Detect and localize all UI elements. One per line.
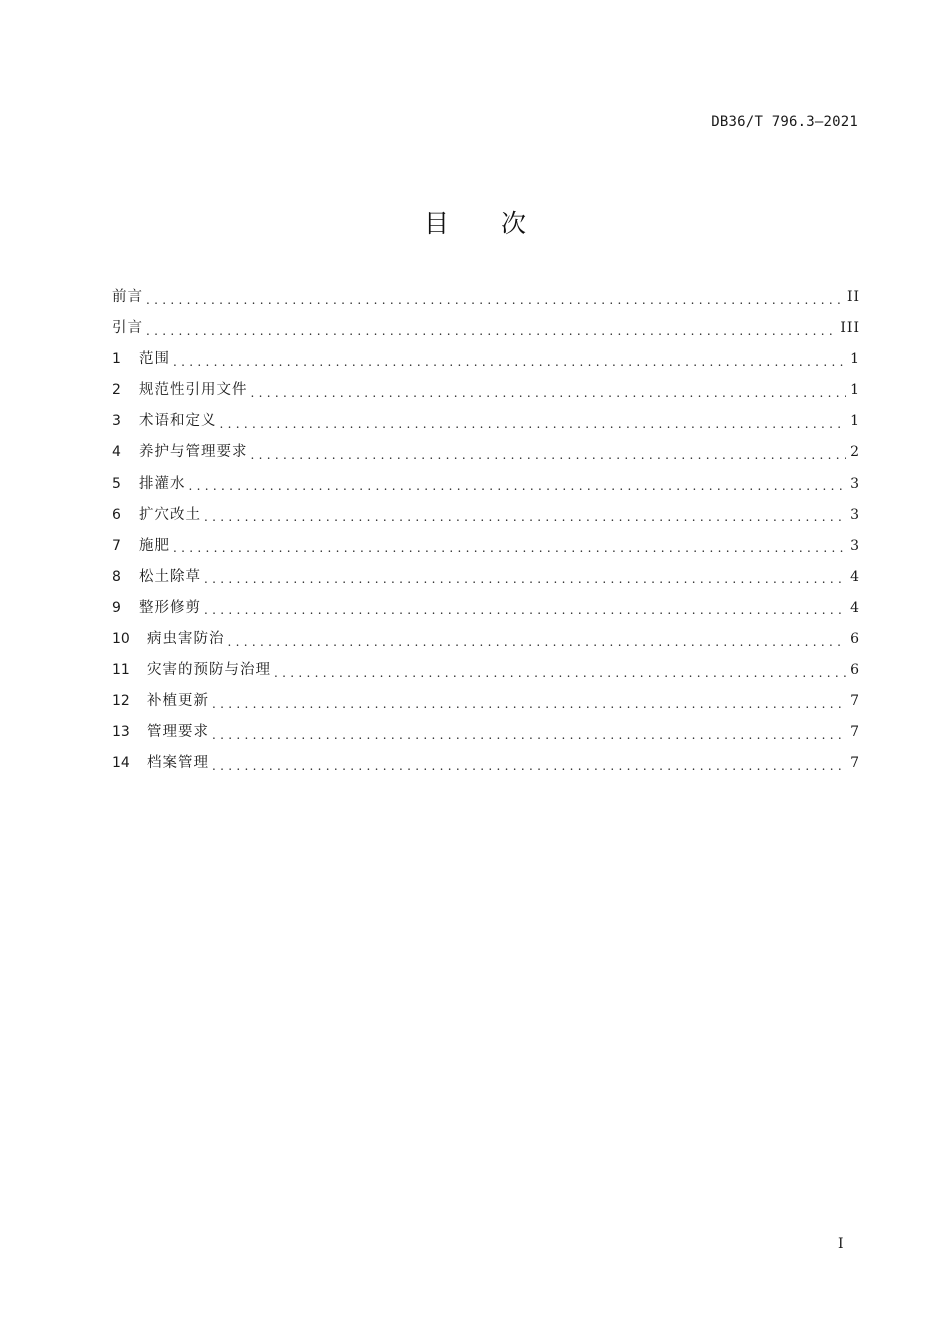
toc-entry[interactable] [112,502,860,533]
toc-entry[interactable] [112,408,860,439]
dot-leader [274,668,846,682]
toc-entry-page: 2 [850,444,860,461]
toc-entry[interactable] [112,346,860,377]
toc-entry-label: 排灌水 [139,475,186,492]
toc-entry-number: 9 [112,599,121,616]
dot-leader [251,388,847,402]
toc-entry-number: 11 [112,662,130,679]
page-number: I [838,1236,844,1252]
dot-leader [204,605,846,619]
toc-entry-page: 3 [850,537,860,554]
toc-entry-page: 4 [850,599,860,616]
toc-entry-page: 7 [850,693,860,710]
toc-entry-page: 4 [850,568,860,585]
toc-entry[interactable] [112,688,860,719]
toc-entry[interactable] [112,533,860,564]
dot-leader [204,512,846,526]
toc-entry-number: 1 [112,351,121,368]
toc-entry-label: 档案管理 [147,755,209,772]
toc-entry[interactable] [112,439,860,470]
document-code: DB36/T 796.3—2021 [711,114,858,130]
toc-entry-page: 1 [850,351,860,368]
toc-entry-page: 7 [850,755,860,772]
page-title: 目次 [423,209,578,238]
toc-entry-page: 6 [850,631,860,648]
dot-leader [146,326,836,340]
toc-entry-page: 7 [850,724,860,741]
toc-entry-label: 管理要求 [147,724,209,741]
toc-entry-number: 14 [112,755,130,772]
dot-leader [212,761,846,775]
toc-entry-number: 8 [112,568,121,585]
toc-entry-page: II [846,289,860,305]
toc-entry-label: 引言 [112,320,143,337]
toc-entry-page: 1 [850,413,860,430]
toc-entry-label: 扩穴改土 [139,506,201,523]
toc-entry-number: 12 [112,693,130,710]
toc-entry-page: 6 [850,662,860,679]
toc-entry[interactable] [112,626,860,657]
toc-entry[interactable] [112,719,860,750]
toc-entry-number: 2 [112,382,121,399]
toc-entry-label: 规范性引用文件 [139,382,248,399]
toc-entry-label: 病虫害防治 [147,631,225,648]
toc-entry-number: 10 [112,631,130,648]
table-of-contents [112,284,860,782]
toc-entry-label: 术语和定义 [139,413,217,430]
dot-leader [212,730,846,744]
toc-entry[interactable] [112,564,860,595]
toc-entry[interactable] [112,595,860,626]
toc-entry[interactable] [112,315,860,346]
toc-entry-page: 3 [850,506,860,523]
toc-entry-page: III [840,320,860,337]
toc-entry[interactable] [112,657,860,688]
toc-entry-label: 补植更新 [147,693,209,710]
toc-entry-label: 整形修剪 [139,599,201,616]
toc-entry-number: 5 [112,475,121,492]
dot-leader [204,574,846,588]
toc-entry-label: 范围 [139,351,170,368]
toc-entry-number: 7 [112,537,121,554]
dot-leader [228,637,847,651]
toc-entry[interactable] [112,377,860,408]
toc-entry[interactable] [112,471,860,502]
toc-entry-label: 施肥 [139,537,170,554]
toc-entry-label: 养护与管理要求 [139,444,248,461]
toc-entry-number: 13 [112,724,130,741]
toc-entry[interactable] [112,284,860,315]
dot-leader [189,481,847,495]
dot-leader [173,543,846,557]
dot-leader [220,419,847,433]
toc-entry-number: 6 [112,506,121,523]
toc-entry-number: 3 [112,413,121,430]
dot-leader [212,699,846,713]
dot-leader [251,450,847,464]
toc-entry-number: 4 [112,444,121,461]
dot-leader [146,295,843,309]
dot-leader [173,357,846,371]
toc-entry-label: 松土除草 [139,568,201,585]
toc-entry-page: 3 [850,475,860,492]
toc-entry-label: 灾害的预防与治理 [147,662,271,679]
toc-entry-page: 1 [850,382,860,399]
toc-entry[interactable] [112,750,860,781]
toc-entry-label: 前言 [112,289,143,305]
